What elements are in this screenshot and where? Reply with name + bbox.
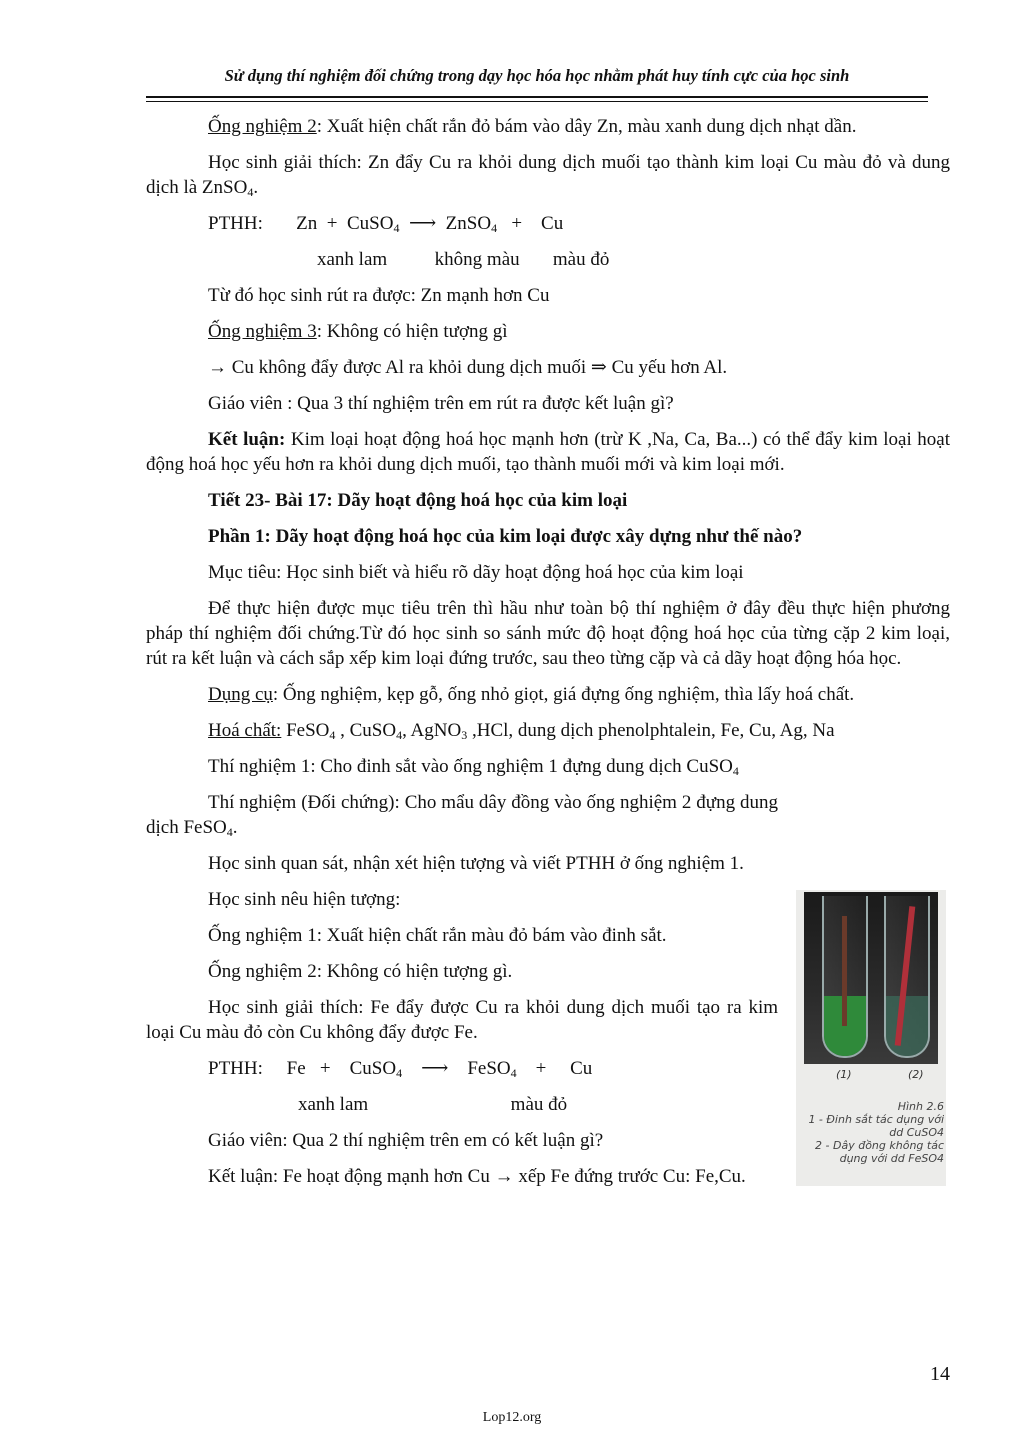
header-rule-thin <box>146 101 928 102</box>
feso4-solution <box>886 996 928 1056</box>
paragraph-conclusion-2: Kết luận: Fe hoạt động mạnh hơn Cu → xếp Fe đứng trước Cu: Fe,Cu. <box>208 1166 746 1187</box>
paragraph-control-experiment: Thí nghiệm (Đối chứng): Cho mẩu dây đồng vào ống nghiệm 2 đựng dung dịch FeSO$_4$. <box>146 792 778 839</box>
paragraph-teacher-question-1: Giáo viên : Qua 3 thí nghiệm trên em rút ra được kết luận gì? <box>208 393 674 414</box>
experiment-figure <box>796 890 946 1186</box>
figure-label-2: (2) <box>908 1068 924 1081</box>
paragraph-tube-2-result: Ống nghiệm 2: Không có hiện tượng gì. <box>208 961 513 982</box>
paragraph-tube-1-result: Ống nghiệm 1: Xuất hiện chất rắn màu đỏ bám vào đinh sắt. <box>208 925 667 946</box>
paragraph-observe: Học sinh quan sát, nhận xét hiện tượng và viết PTHH ở ống nghiệm 1. <box>208 853 744 874</box>
paragraph-test-tube-2: Ống nghiệm 2: Xuất hiện chất rắn đỏ bám vào dây Zn, màu xanh dung dịch nhạt dần. <box>208 116 857 137</box>
footer-site: Lop12.org <box>482 1410 542 1425</box>
paragraph-equipment: Dụng cụ: Ống nghiệm, kẹp gỗ, ống nhỏ giọt, giá đựng ống nghiệm, thìa lấy hoá chất. <box>208 684 855 705</box>
test-tubes-photo <box>804 892 938 1064</box>
paragraph-cu-weaker-al: → Cu không đẩy được Al ra khỏi dung dịch muối ⇒ Cu yếu hơn Al. <box>208 357 728 378</box>
figure-label-1: (1) <box>836 1068 852 1081</box>
section-heading: Phần 1: Dãy hoạt động hoá học của kim loại được xây dựng như thế nào? <box>208 526 803 547</box>
paragraph-method: Để thực hiện được mục tiêu trên thì hầu như toàn bộ thí nghiệm ở đây đều thực hiện phương pháp thí nghiệm đối chứng.Từ đó học sinh so sánh mức độ hoạt động hoá học của từng cặp 2 kim loại, rút ra kết luận và cách sắp xếp kim loại đứng trước, sau theo từng cặp và cả dãy hoạt động hóa học. <box>146 598 950 669</box>
figure-caption: Hình 2.6 1 - Đinh sắt tác dụng với dd CuSO4 2 - Dây đồng không tác dụng với dd FeSO4 <box>808 1100 944 1165</box>
page-number: 14 <box>930 1363 950 1385</box>
paragraph-objective: Mục tiêu: Học sinh biết và hiểu rõ dãy hoạt động hoá học của kim loại <box>208 562 744 583</box>
equation-fe-cuso4: PTHH: Fe + CuSO$_4$ ⟶ FeSO$_4$ + Cu <box>208 1058 593 1080</box>
paragraph-experiment-1: Thí nghiệm 1: Cho đinh sắt vào ống nghiệm 1 đựng dung dịch CuSO$_4$ <box>208 756 739 778</box>
paragraph-zn-stronger: Từ đó học sinh rút ra được: Zn mạnh hơn Cu <box>208 285 550 306</box>
paragraph-teacher-question-2: Giáo viên: Qua 2 thí nghiệm trên em có kết luận gì? <box>208 1130 604 1151</box>
test-tube-1 <box>822 896 868 1058</box>
equation-zn-cuso4: PTHH: Zn + CuSO$_4$ ⟶ ZnSO$_4$ + Cu <box>208 213 564 235</box>
paragraph-test-tube-3: Ống nghiệm 3: Không có hiện tượng gì <box>208 321 508 342</box>
page-header: Sử dụng thí nghiệm đối chứng trong dạy học hóa học nhằm phát huy tính cực của học sinh <box>224 66 850 85</box>
paragraph-phenomena: Học sinh nêu hiện tượng: <box>208 889 401 910</box>
header-rule-thick <box>146 96 928 98</box>
paragraph-explanation-zn: Học sinh giải thích: Zn đẩy Cu ra khỏi dung dịch muối tạo thành kim loại Cu màu đỏ và dung dịch là ZnSO$_4$. <box>146 152 950 199</box>
test-tube-2 <box>884 896 930 1058</box>
paragraph-chemicals: Hoá chất: FeSO$_4$ , CuSO$_4$, AgNO$_3$ ,HCl, dung dịch phenolphtalein, Fe, Cu, Ag, Na <box>208 720 835 742</box>
lesson-heading: Tiết 23- Bài 17: Dãy hoạt động hoá học của kim loại <box>208 490 628 511</box>
paragraph-conclusion-1: Kết luận: Kim loại hoạt động hoá học mạnh hơn (trừ K ,Na, Ca, Ba...) có thể đẩy kim loại hoạt động hoá học yếu hơn ra khỏi dung dịch muối, tạo thành muối mới và kim loại mới. <box>146 429 950 475</box>
paragraph-explanation-fe: Học sinh giải thích: Fe đẩy được Cu ra khỏi dung dịch muối tạo ra kim loại Cu màu đỏ còn Cu không đẩy được Fe. <box>146 997 778 1043</box>
iron-nail <box>842 916 847 1026</box>
equation-zn-notes: xanh lam không màu màu đỏ <box>146 249 610 270</box>
equation-fe-notes: xanh lam màu đỏ <box>146 1094 568 1115</box>
